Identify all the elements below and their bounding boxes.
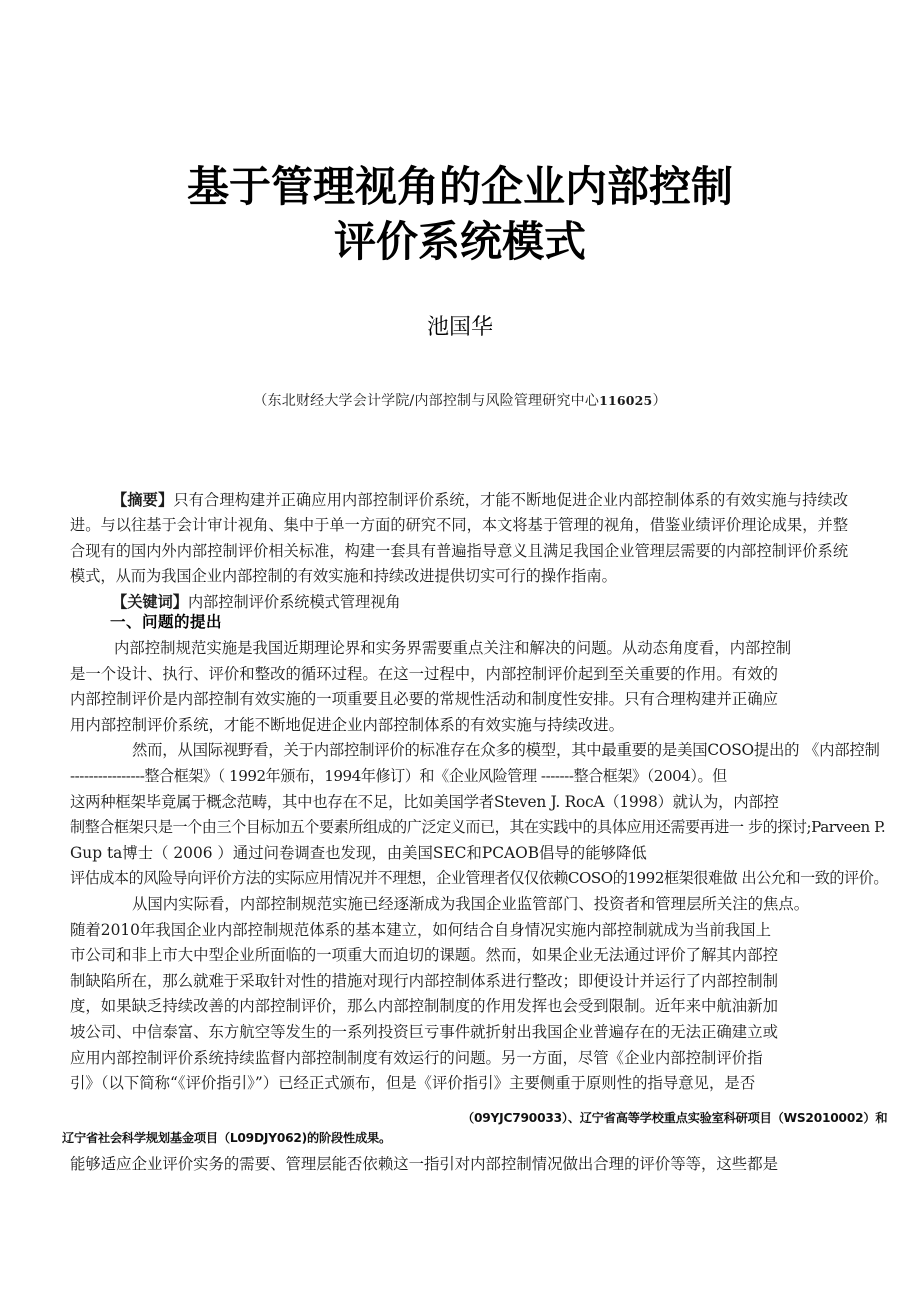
page-title	[0, 160, 920, 269]
affiliation-prefix: （东北财经大学会计学院/内部控制与风险管理研究中心	[253, 393, 600, 409]
body-line: 这两种框架毕竟属于概念范畴，其中也存在不足，比如美国学者Steven J. RocA（1998）就认为，内部控	[70, 792, 779, 811]
section-heading: 一、问题的提出	[110, 613, 223, 631]
body-line: 制整合框架只是一个由三个目标加五个要素所组成的广泛定义而已，其在实践中的具体应用还需要再进一 步的探讨;Parveen P.	[70, 818, 886, 837]
title-line-2: 评价系统模式	[333, 216, 586, 266]
body-line: 从国内实际看，内部控制规范实施已经逐渐成为我国企业监管部门、投资者和管理层所关注的焦点。	[132, 894, 810, 913]
footnote-line-2: 辽宁省社会科学规划基金项目（L09DJY062)的阶段性成果。	[62, 1131, 391, 1145]
body-line: 坡公司、中信泰富、东方航空等发生的一系列投资巨亏事件就折射出我国企业普遍存在的无法正确建立或	[70, 1022, 778, 1041]
abstract-text: 只有合理构建并正确应用内部控制评价系统，才能不断地促进企业内部控制体系的有效实施与持续改进。与以往基于会计审计视角、集中于单一方面的研究不同，本文将基于管理的视角，借鉴业绩评价理论成果，并整合现有的国内外内部控制评价相关标准，构建一套具有普遍指导意义且满足我国企业管理层需要的内部控制评价系统模式，从而为我国企业内部控制的有效实施和持续改进提供切实可行的操作指南。	[70, 491, 849, 586]
body-tail-line: 能够适应企业评价实务的需要、管理层能否依赖这一指引对内部控制情况做出合理的评价等等，这些都是	[70, 1155, 778, 1173]
abstract-paragraph	[70, 488, 848, 590]
body-line: 用内部控制评价系统，才能不断地促进企业内部控制体系的有效实施与持续改进。	[70, 715, 625, 734]
affiliation-zip: 116025	[599, 393, 653, 408]
body-line: Gup ta博士（ 2006 ）通过问卷调查也发现，由美国SEC和PCAOB倡导的能够降低	[70, 843, 647, 862]
body-line: 度，如果缺乏持续改善的内部控制评价，那么内部控制制度的作用发挥也会受到限制。近年来中航油新加	[70, 997, 778, 1016]
body-line: 是一个设计、执行、评价和整改的循环过程。在这一过程中，内部控制评价起到至关重要的作用。有效的	[70, 664, 778, 683]
body-line: 然而，从国际视野看，关于内部控制评价的标准存在众多的模型，其中最重要的是美国COSO提出的 《内部控制	[132, 741, 880, 760]
body-line: 内部控制规范实施是我国近期理论界和实务界需要重点关注和解决的问题。从动态角度看，内部控制	[114, 639, 792, 657]
abstract-label: 【摘要】	[112, 491, 174, 509]
body-text	[70, 636, 888, 1097]
body-line: 制缺陷所在，那么就难于采取针对性的措施对现行内部控制体系进行整改；即便设计并运行了内部控制制	[70, 971, 778, 990]
body-line: 评估成本的风险导向评价方法的实际应用情况并不理想，企业管理者仅仅依赖COSO的1992框架很难做 出公允和一致的评价。	[70, 869, 888, 888]
body-line: ----------------整合框架》（ 1992年颁布，1994年修订）和《企业风险管理 -------整合框架》（2004）。但	[70, 766, 727, 785]
body-line: 随着2010年我国企业内部控制规范体系的基本建立，如何结合自身情况实施内部控制就成为当前我国上	[70, 920, 771, 939]
body-line: 引》（以下简称“《评价指引》”）已经正式颁布，但是《评价指引》主要侧重于原则性的指导意见，是否	[70, 1074, 756, 1093]
title-line-1: 基于管理视角的企业内部控制	[186, 162, 733, 211]
body-line: 应用内部控制评价系统持续监督内部控制制度有效运行的问题。另一方面，尽管《企业内部控制评价指	[70, 1048, 763, 1067]
footnote-block	[62, 1108, 888, 1148]
body-line: 市公司和非上市大中型企业所面临的一项重大而迫切的课题。然而，如果企业无法通过评价了解其内部控	[70, 946, 778, 965]
title-block	[0, 160, 920, 269]
keywords-label: 【关键词】	[112, 592, 188, 611]
affiliation-suffix: ）	[652, 393, 667, 409]
footnote-line-1: （09YJC790033）、辽宁省高等学校重点实验室科研项目（WS2010002）和	[462, 1111, 888, 1125]
author-name: 池国华	[426, 315, 493, 340]
body-line: 内部控制评价是内部控制有效实施的一项重要且必要的常规性活动和制度性安排。只有合理构建并正确应	[70, 690, 778, 709]
affiliation	[0, 390, 920, 410]
keywords-text: 内部控制评价系统模式管理视角	[187, 592, 401, 611]
abstract-block	[70, 488, 848, 615]
